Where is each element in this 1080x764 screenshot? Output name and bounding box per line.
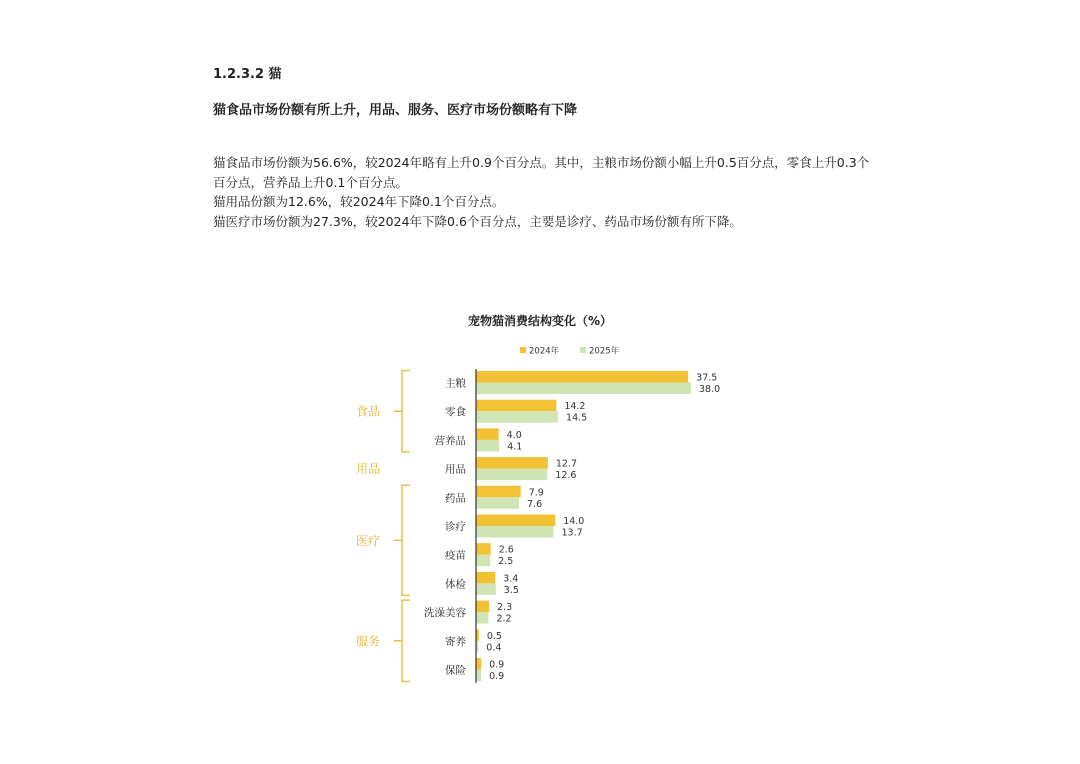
bar-1-9 <box>476 601 489 613</box>
value-label-1-3: 4.0 <box>506 429 522 441</box>
value-label-2-4: 12.6 <box>555 470 577 482</box>
paragraph-line-medical: 猫医疗市场份额为27.3%，较2024年下降0.6个百分点，主要是诊疗、药品市场份额有所下降。 <box>213 213 742 229</box>
section-title: 猫 <box>268 67 282 82</box>
bar-2-7 <box>476 555 490 567</box>
value-label-1-7: 2.6 <box>498 544 514 556</box>
bar-1-11 <box>476 658 481 670</box>
value-label-2-8: 3.5 <box>503 584 519 596</box>
bar-2-6 <box>476 526 554 538</box>
section-number: 1.2.3.2 <box>213 67 264 82</box>
category-label-1: 主粮 <box>445 377 466 390</box>
paragraph-line-food: 猫食品市场份额为56.6%，较2024年略有上升0.9个百分点。其中，主粮市场份额小幅上升0.5百分点，零食上升0.3个百分点，营养品上升0.1个百分点。 <box>213 155 870 190</box>
bar-2-9 <box>476 612 488 624</box>
value-label-1-2: 14.2 <box>564 401 586 413</box>
value-label-1-1: 37.5 <box>696 372 718 384</box>
bar-1-5 <box>476 486 521 498</box>
bars <box>476 371 691 681</box>
value-label-1-9: 2.3 <box>497 602 513 614</box>
bar-2-1 <box>476 383 691 395</box>
value-label-1-6: 14.0 <box>563 516 585 527</box>
bar-2-10 <box>476 641 478 653</box>
value-label-2-7: 2.5 <box>498 556 514 568</box>
bar-2-3 <box>476 440 499 452</box>
bar-1-10 <box>476 629 479 641</box>
category-label-10: 寄养 <box>445 635 466 648</box>
bar-1-7 <box>476 543 491 555</box>
body-paragraph <box>213 153 873 231</box>
group-label-2: 用品 <box>355 462 381 477</box>
chart-legend <box>520 346 620 357</box>
bar-1-3 <box>476 428 499 440</box>
category-label-9: 洗澡美容 <box>424 607 466 620</box>
value-label-1-11: 0.9 <box>489 659 505 671</box>
group-label-3: 医疗 <box>355 533 381 548</box>
bar-2-4 <box>476 469 547 481</box>
value-label-2-5: 7.6 <box>527 498 543 510</box>
value-label-2-6: 13.7 <box>561 527 583 539</box>
value-label-2-9: 2.2 <box>496 613 512 625</box>
bar-2-2 <box>476 411 558 423</box>
bar-2-5 <box>476 497 519 509</box>
value-labels <box>486 373 720 683</box>
value-label-2-10: 0.4 <box>486 642 502 654</box>
bar-2-8 <box>476 583 496 595</box>
value-label-2-1: 38.0 <box>699 384 721 395</box>
bar-1-1 <box>476 371 688 383</box>
value-label-2-3: 4.1 <box>507 441 523 453</box>
legend-swatch-2 <box>580 347 586 353</box>
value-label-1-5: 7.9 <box>528 487 544 499</box>
group-label-1: 食品 <box>355 404 381 419</box>
category-label-2: 零食 <box>445 406 466 419</box>
category-label-8: 体检 <box>445 578 466 591</box>
bar-1-2 <box>476 400 556 412</box>
legend-swatch-1 <box>520 347 526 353</box>
bar-2-11 <box>476 670 481 682</box>
legend-label-1: 2024年 <box>529 346 560 357</box>
group-bracket-1 <box>394 371 410 452</box>
value-label-2-11: 0.9 <box>489 671 505 682</box>
chart-title: 宠物猫消费结构变化（%） <box>467 314 613 328</box>
category-labels <box>424 377 466 677</box>
category-groups <box>356 371 410 682</box>
category-label-11: 保险 <box>445 664 466 677</box>
legend-label-2: 2025年 <box>589 346 620 357</box>
bar-1-8 <box>476 572 495 584</box>
group-label-4: 服务 <box>355 634 381 649</box>
category-label-7: 疫苗 <box>445 549 466 562</box>
value-label-2-2: 14.5 <box>566 412 588 424</box>
value-label-1-8: 3.4 <box>503 573 519 585</box>
group-bracket-4 <box>394 600 410 681</box>
value-label-1-10: 0.5 <box>486 630 502 642</box>
bar-1-6 <box>476 515 555 527</box>
headline: 猫食品市场份额有所上升，用品、服务、医疗市场份额略有下降 <box>213 103 578 118</box>
group-bracket-3 <box>394 485 410 595</box>
bar-1-4 <box>476 457 548 469</box>
category-label-6: 诊疗 <box>445 521 466 533</box>
category-label-3: 营养品 <box>434 434 466 447</box>
paragraph-line-supplies: 猫用品份额为12.6%，较2024年下降0.1个百分点。 <box>213 194 505 209</box>
category-label-5: 药品 <box>445 492 466 505</box>
value-label-1-4: 12.7 <box>555 458 578 470</box>
section-heading <box>213 63 282 82</box>
category-label-4: 用品 <box>445 463 466 476</box>
